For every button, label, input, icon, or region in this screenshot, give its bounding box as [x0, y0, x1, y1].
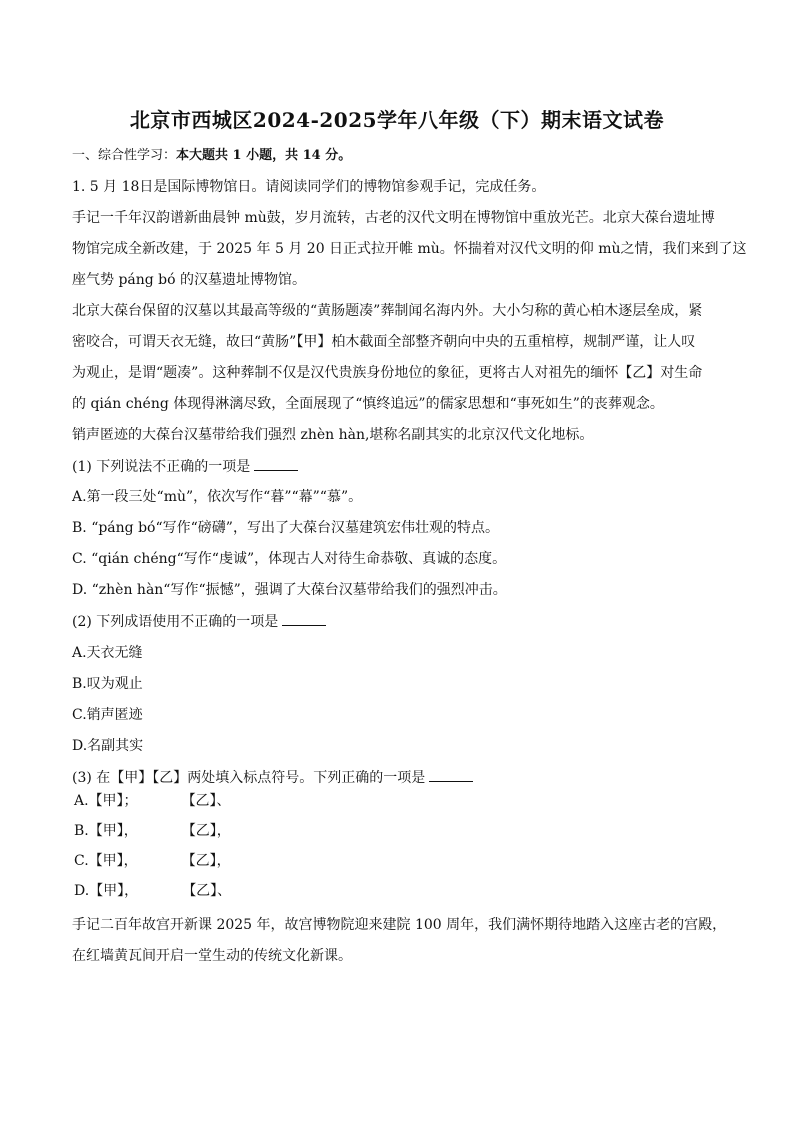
subquestion-2-stem — [72, 611, 326, 632]
subquestion-2-text: (2) 下列成语使用不正确的一项是 — [72, 614, 279, 630]
note1-line: 物馆完成全新改建，于 2025 年 5 月 20 日正式拉开帷 mù。怀揣着对汉代文明的仰 mù之情，我们来到了这 — [72, 241, 747, 257]
subquestion-1-option: B. “páng bó“写作“磅礴”，写出了大葆台汉墓建筑宏伟壮观的特点。 — [72, 520, 499, 536]
subquestion-2-option: C.销声匿迹 — [72, 707, 143, 723]
subquestion-3-stem — [72, 767, 473, 788]
subquestion-3-option — [74, 881, 231, 901]
note1-para2-line: 北京大葆台保留的汉墓以其最高等级的“黄肠题凑”葬制闻名海内外。大小匀称的黄心柏木逐层垒成，紧 — [72, 303, 703, 319]
subquestion-1-option: C. “qián chéng“写作“虔诚”，体现古人对待生命恭敬、真诚的态度。 — [72, 551, 507, 567]
section-score-info: 本大题共 1 小题，共 14 分。 — [176, 148, 352, 163]
note1-para3-line: 销声匿迹的大葆台汉墓带给我们强烈 zhèn hàn,堪称名副其实的北京汉代文化地标。 — [72, 427, 594, 443]
option-part-jia: B.【甲】， — [74, 823, 138, 839]
subquestion-3-option — [74, 851, 231, 871]
subquestion-1-text: (1) 下列说法不正确的一项是 — [72, 459, 251, 475]
page-title: 北京市西城区2024-2025学年八年级（下）期末语文试卷 — [129, 108, 665, 132]
subquestion-1-stem — [72, 456, 298, 477]
option-part-jia: C.【甲】， — [74, 853, 138, 869]
answer-blank — [282, 611, 326, 626]
subquestion-3-option — [74, 791, 231, 811]
question-intro: 1. 5 月 18日是国际博物馆日。请阅读同学们的博物馆参观手记，完成任务。 — [72, 179, 546, 195]
answer-blank — [254, 456, 298, 471]
note1-line: 手记一千年汉韵谱新曲晨钟 mù鼓，岁月流转，古老的汉代文明在博物馆中重放光芒。北京大葆台遗址博 — [72, 210, 715, 226]
note1-line: 座气势 páng bó 的汉墓遗址博物馆。 — [72, 272, 307, 288]
section-heading — [72, 146, 351, 166]
note1-para2-line: 为观止，是谓“题凑”。这种葬制不仅是汉代贵族身份地位的象征，更将古人对祖先的缅怀【乙】对生命 — [72, 365, 703, 381]
subquestion-2-option: B.叹为观止 — [72, 676, 143, 692]
subquestion-2-option: D.名副其实 — [72, 738, 144, 754]
option-part-jia: A.【甲】； — [74, 793, 138, 809]
subquestion-1-option: D. “zhèn hàn“写作“振憾”，强调了大葆台汉墓带给我们的强烈冲击。 — [72, 582, 507, 598]
answer-blank — [429, 767, 473, 782]
subquestion-1-option: A.第一段三处“mù”，依次写作“暮”“幕”“慕”。 — [72, 489, 363, 505]
option-part-yi: 【乙】、 — [182, 883, 232, 899]
subquestion-3-option — [74, 821, 231, 841]
option-part-jia: D.【甲】， — [74, 883, 139, 899]
note1-para2-line: 密咬合，可谓天衣无缝，故曰“黄肠”【甲】柏木截面全部整齐朝向中央的五重棺椁，规制严谨，让人叹 — [72, 334, 696, 350]
note2-line: 手记二百年故宫开新课 2025 年，故宫博物院迎来建院 100 周年，我们满怀期待地踏入这座古老的宫殿， — [72, 917, 727, 933]
note1-para2-line: 的 qián chéng 体现得淋漓尽致，全面展现了“慎终追远”的儒家思想和“事死如生”的丧葬观念。 — [72, 396, 664, 412]
option-part-yi: 【乙】、 — [181, 793, 231, 809]
option-part-yi: 【乙】， — [181, 823, 231, 839]
subquestion-3-text: (3) 在【甲】【乙】两处填入标点符号。下列正确的一项是 — [72, 770, 426, 786]
option-part-yi: 【乙】， — [181, 853, 231, 869]
section-prefix: 一、综合性学习： — [72, 148, 177, 163]
subquestion-2-option: A.天衣无缝 — [72, 645, 143, 661]
note2-line: 在红墙黄瓦间开启一堂生动的传统文化新课。 — [72, 948, 352, 964]
